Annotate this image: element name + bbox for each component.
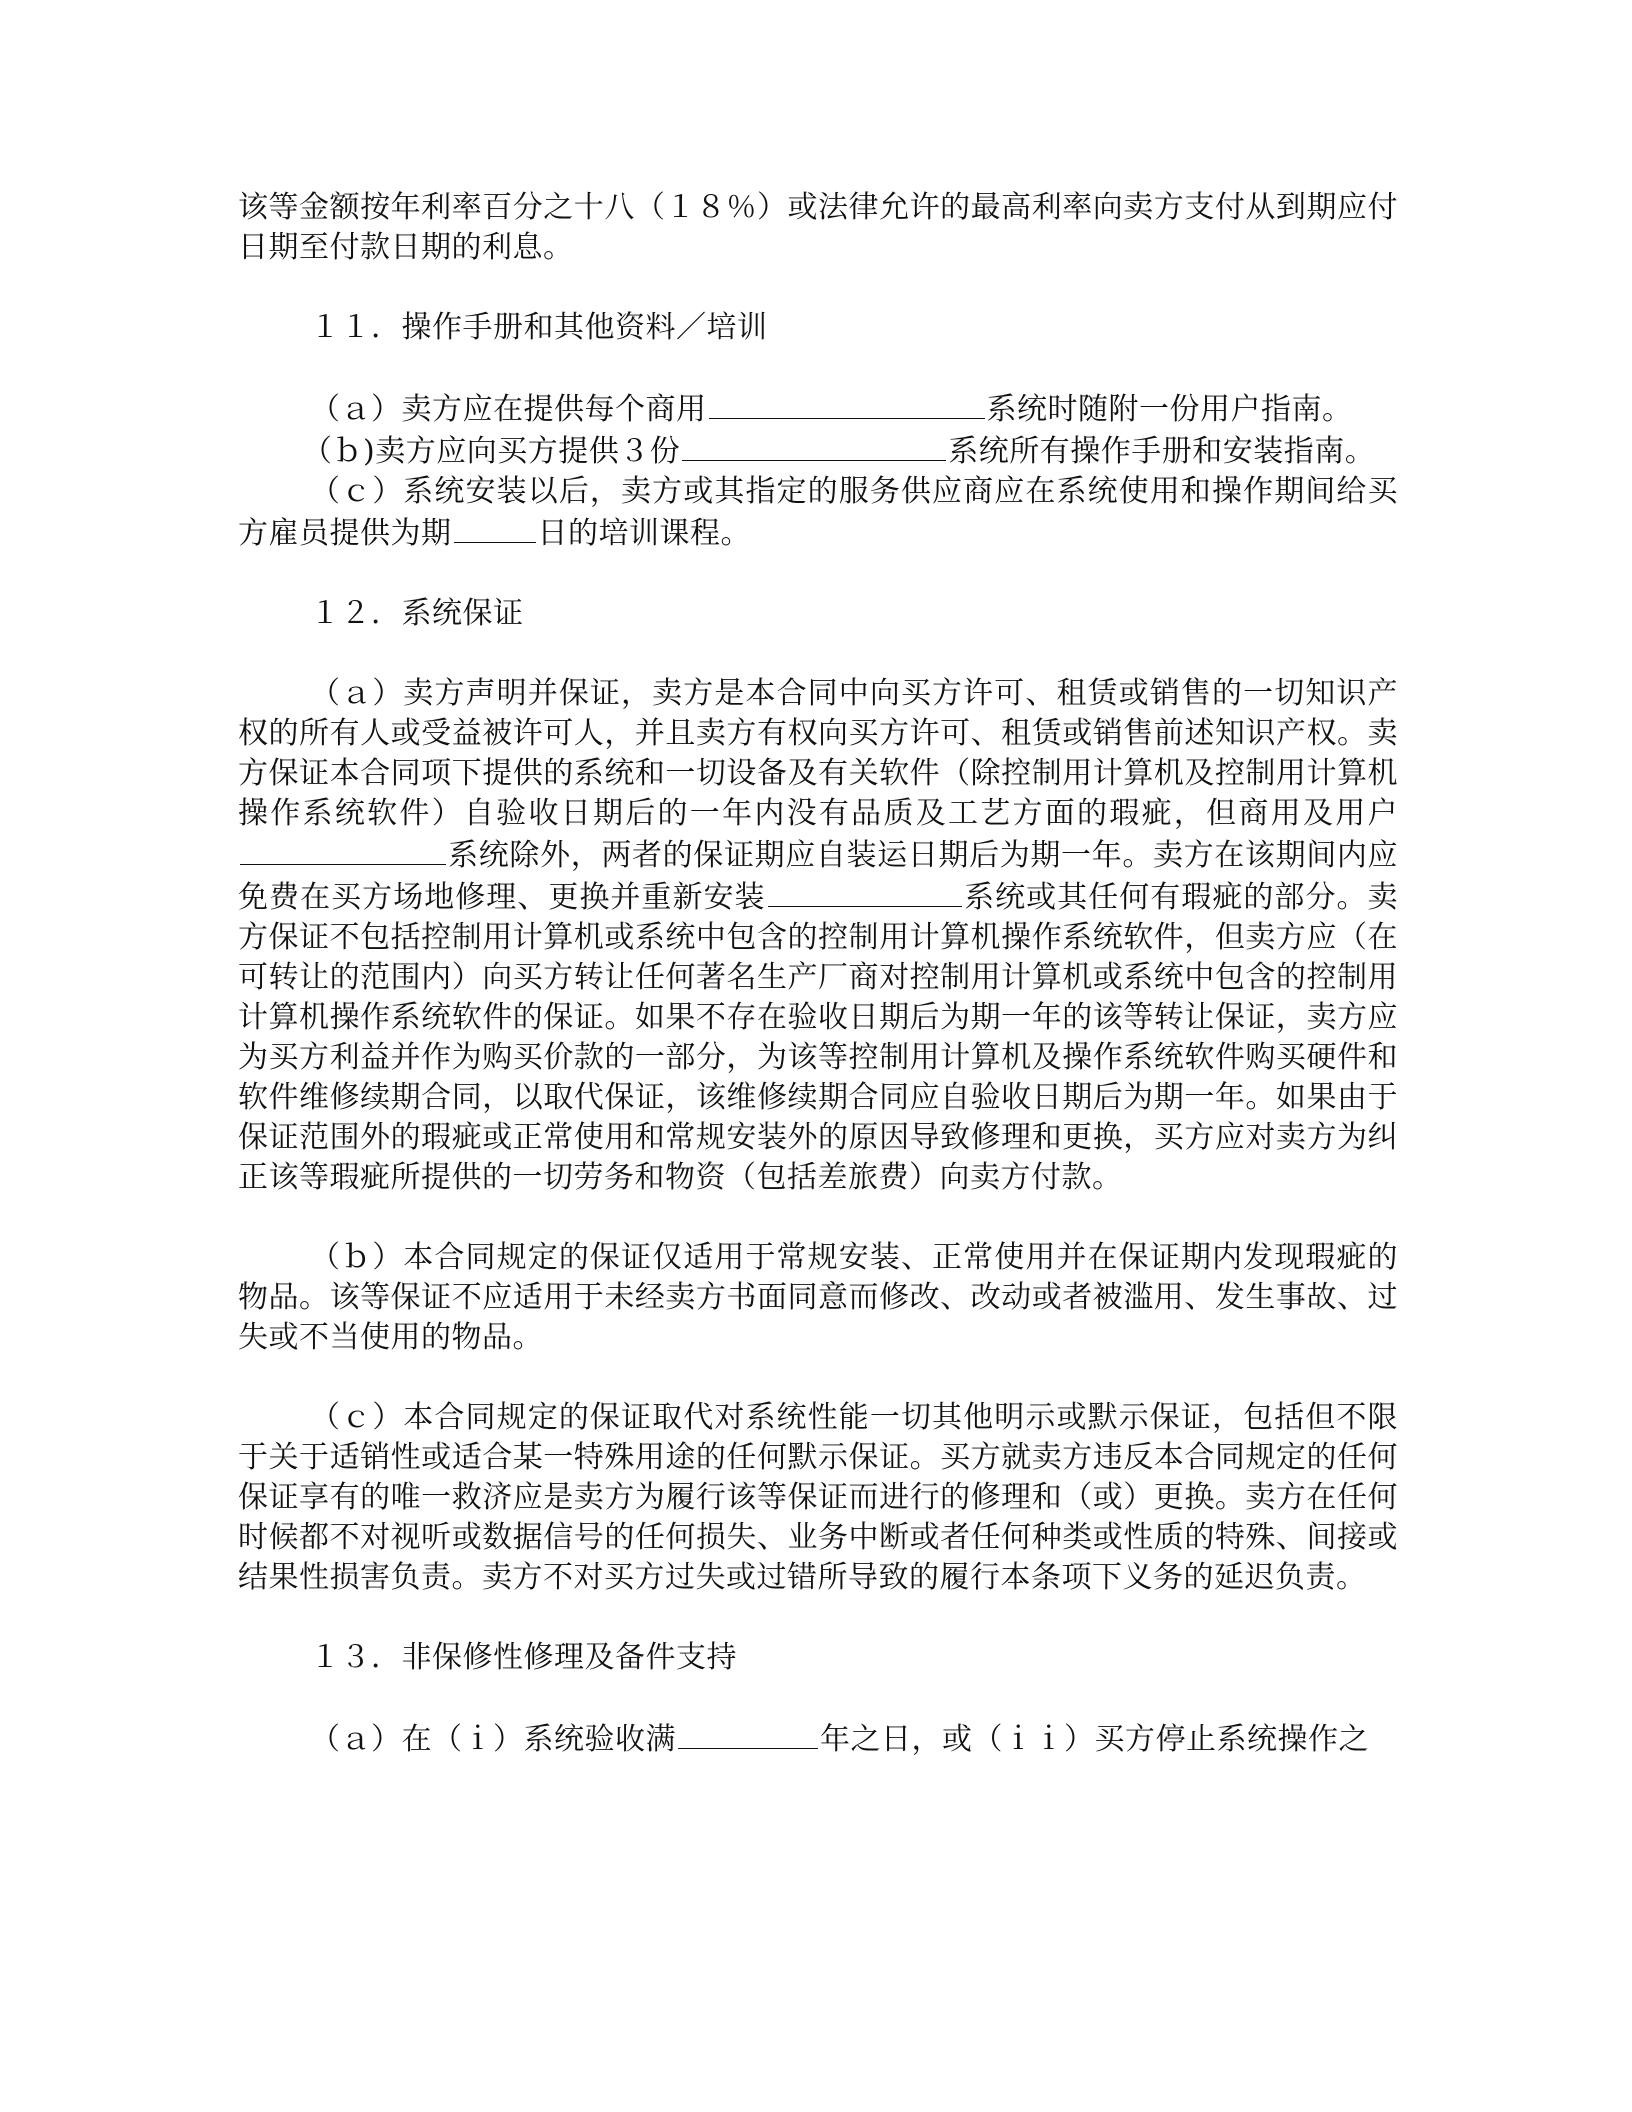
clause-11-c-text: （ｃ）系统安装以后，卖方或其指定的服务供应商应在系统使用和操作期间给买方雇员提供为期 [238, 474, 1398, 551]
document-body [238, 188, 1398, 1760]
clause-11-c [238, 472, 1398, 554]
fill-blank [454, 512, 536, 543]
clause-11-a-text-end: 系统时随附一份用户指南。 [986, 392, 1353, 427]
section-11-heading: １１．操作手册和其他资料／培训 [310, 310, 768, 345]
clause-13-a [238, 1718, 1398, 1760]
section-13-heading: １３．非保修性修理及备件支持 [310, 1640, 737, 1675]
clause-11-a [238, 388, 1398, 430]
clause-12-a-text-1: （ａ）卖方声明并保证，卖方是本合同中向买方许可、租赁或销售的一切知识产权的所有人或受益被许可人，并且卖方有权向买方许可、租赁或销售前述知识产权。卖方保证本合同项下提供的系统和一切设备及有关软件（除控制用计算机及控制用计算机操作系统软件）自验收日期后的一年内没有品质及工艺方面的瑕疵，但商用及用户 [238, 676, 1398, 831]
clause-12-a-text-3: 系统或其任何有瑕疵的部分。卖方保证不包括控制用计算机或系统中包含的控制用计算机操作系统软件，但卖方应（在可转让的范围内）向买方转让任何著名生产厂商对控制用计算机或系统中包含的控制用计算机操作系统软件的保证。如果不存在验收日期后为期一年的该等转让保证，卖方应为买方利益并作为购买价款的一部分，为该等控制用计算机及操作系统软件购买硬件和软件维修续期合同，以取代保证，该维修续期合同应自验收日期后为期一年。如果由于保证范围外的瑕疵或正常使用和常规安装外的原因导致修理和更换，买方应对卖方为纠正该等瑕疵所提供的一切劳务和物资（包括差旅费）向卖方付款。 [238, 880, 1399, 1195]
fill-blank [768, 876, 962, 907]
clause-12-c: （ｃ）本合同规定的保证取代对系统性能一切其他明示或默示保证，包括但不限于关于适销性或适合某一特殊用途的任何默示保证。买方就卖方违反本合同规定的任何保证享有的唯一救济应是卖方为履行该等保证而进行的修理和（或）更换。卖方在任何时候都不对视听或数据信号的任何损失、业务中断或者任何种类或性质的特殊、间接或结果性损害负责。卖方不对买方过失或过错所导致的履行本条项下义务的延迟负责。 [238, 1400, 1398, 1595]
fill-blank [709, 388, 985, 419]
clause-11-b-text-end: 系统所有操作手册和安装指南。 [948, 434, 1376, 469]
clause-11-b-text: （ｂ)卖方应向买方提供３份 [302, 434, 681, 469]
fill-blank [240, 834, 446, 865]
clause-12-a-text-2: 系统除外，两者的保证期应自装运日期后为期一年。卖方在该期间内应免费在买方场地修理、更换并重新安装 [238, 838, 1398, 915]
clause-11-b [238, 430, 1398, 472]
clause-12-b: （ｂ）本合同规定的保证仅适用于常规安装、正常使用并在保证期内发现瑕疵的物品。该等保证不应适用于未经卖方书面同意而修改、改动或者被滥用、发生事故、过失或不当使用的物品。 [238, 1240, 1398, 1355]
clause-13-a-text: （ａ）在（ｉ）系统验收满 [310, 1722, 676, 1757]
fill-blank [678, 1718, 818, 1749]
fill-blank [682, 430, 946, 461]
clause-11-c-text-end: 日的培训课程。 [537, 516, 751, 551]
clause-12-a [238, 674, 1398, 1198]
clause-11-a-text: （ａ）卖方应在提供每个商用 [310, 392, 707, 427]
section-12-heading: １２．系统保证 [310, 596, 524, 631]
interest-paragraph: 该等金额按年利率百分之十八（１８％）或法律允许的最高利率向卖方支付从到期应付日期至付款日期的利息。 [238, 190, 1398, 265]
clause-13-a-text-end: 年之日，或（ｉｉ）买方停止系统操作之 [820, 1722, 1369, 1757]
